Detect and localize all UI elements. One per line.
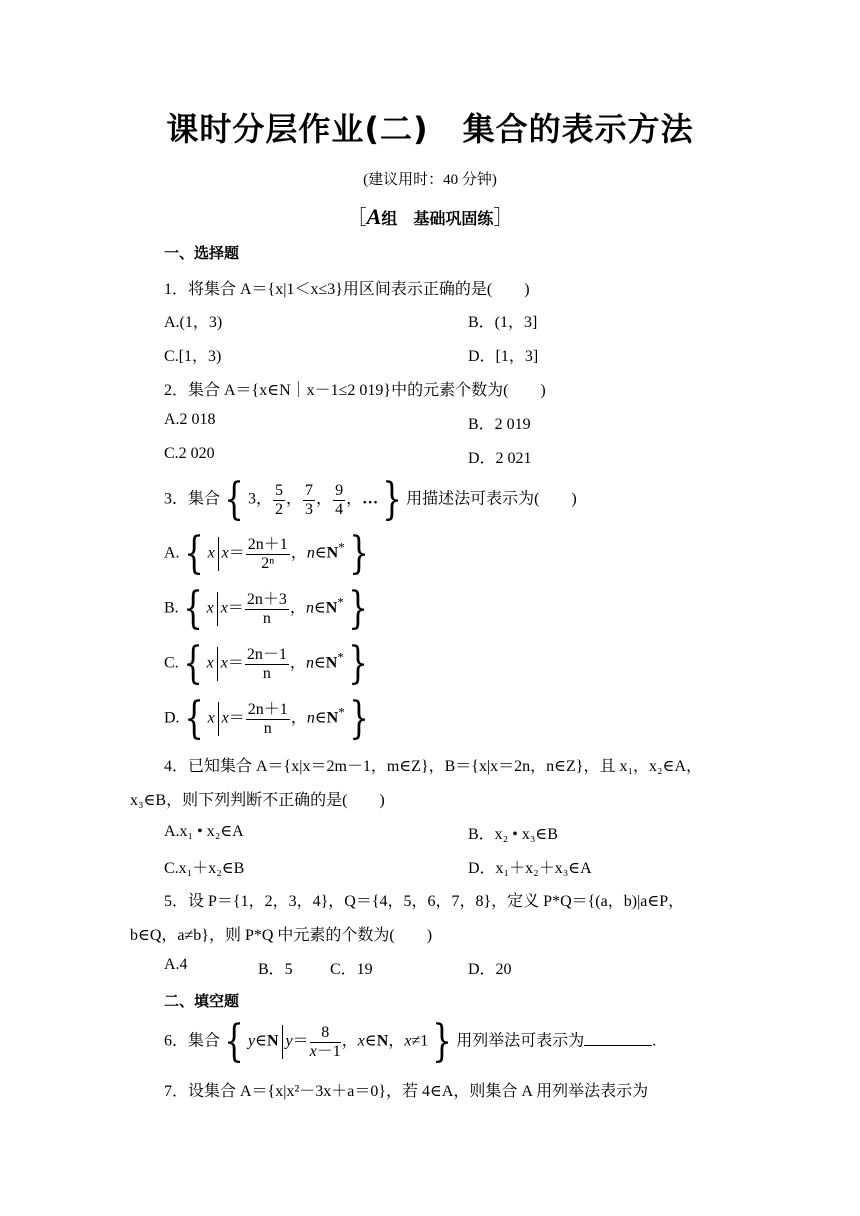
q2-option-d: D．2 021 <box>468 450 532 467</box>
q4-option-a: A.x₁ • x₂∈A <box>164 823 244 840</box>
q3-stem: 3．集合{ 3， $\frac{5}{2}$ ， $\frac{7}{3}$ ， $\frac{9}{4}$ ，…} 用描述法可表示为( ) <box>164 474 577 525</box>
q5-option-a: A.4 <box>164 956 188 973</box>
q1-option-d: D．[1，3] <box>468 348 539 365</box>
q1-option-a: A.(1，3) <box>164 314 223 331</box>
q6-stem: 6．集合{ y∈N y＝ $\frac{8}{x-1}$ ，x∈N，x≠1} 用列举法可表示为 . <box>164 1016 657 1067</box>
page-title: 课时分层作业(二) 集合的表示方法 <box>166 110 694 148</box>
q4-option-d: D．x₁＋x₂＋x₃∈A <box>468 860 592 877</box>
q5-line1: 5．设 P＝{1，2，3，4}，Q＝{4，5，6，7，8}，定义 P*Q＝{(a，b)|a∈P， <box>164 893 685 910</box>
q5-option-b: B．5 <box>258 961 293 978</box>
section-choice: 一、选择题 <box>164 244 240 262</box>
q5-option-c: C．19 <box>330 961 373 978</box>
q5-option-d: D．20 <box>468 961 512 978</box>
q2-option-b: B．2 019 <box>468 416 531 433</box>
suggested-time: (建议用时：40 分钟) <box>363 172 497 188</box>
q6-answer-blank <box>584 1031 652 1046</box>
q4-option-b: B．x₂ • x₃∈B <box>468 826 558 843</box>
q4-line1: 4．已知集合 A＝{x|x＝2m－1，m∈Z}，B＝{x|x＝2n，n∈Z}，且 x₁，x₂∈A， <box>164 758 703 775</box>
group-heading: ［A组 基础巩固练］ <box>346 204 514 229</box>
q1-option-b: B．(1，3] <box>468 314 538 331</box>
q4-line2: x₃∈B，则下列判断不正确的是( ) <box>130 792 385 809</box>
q7-line1: 7．设集合 A＝{x|x²－3x＋a＝0}，若 4∈A，则集合 A 用列举法表示为 <box>164 1083 649 1100</box>
q2-option-c: C.2 020 <box>164 445 215 462</box>
q3-option-c: C.{ x x＝ $\frac{2n-1}{n}$ ，n∈N*} <box>164 638 368 689</box>
q2-stem: 2．集合 A＝{x∈N｜x－1≤2 019}中的元素个数为( ) <box>164 382 546 399</box>
q1-option-c: C.[1，3) <box>164 348 222 365</box>
q3-option-d: D.{ x x＝ $\frac{2n+1}{n}$ ，n∈N*} <box>164 693 369 744</box>
section-fill-blank: 二、填空题 <box>164 992 240 1010</box>
q3-option-b: B.{ x x＝ $\frac{2n+3}{n}$ ，n∈N*} <box>164 583 368 634</box>
q1-stem: 1．将集合 A＝{x|1＜x≤3}用区间表示正确的是( ) <box>164 281 530 298</box>
q4-option-c: C.x₁＋x₂∈B <box>164 860 245 877</box>
q3-option-a: A.{ x x＝ $\frac{2n+1}{\text{2ⁿ}}$ ，n∈N*} <box>164 528 369 579</box>
q2-option-a: A.2 018 <box>164 411 216 428</box>
q5-line2: b∈Q，a≠b}，则 P*Q 中元素的个数为( ) <box>130 927 433 944</box>
